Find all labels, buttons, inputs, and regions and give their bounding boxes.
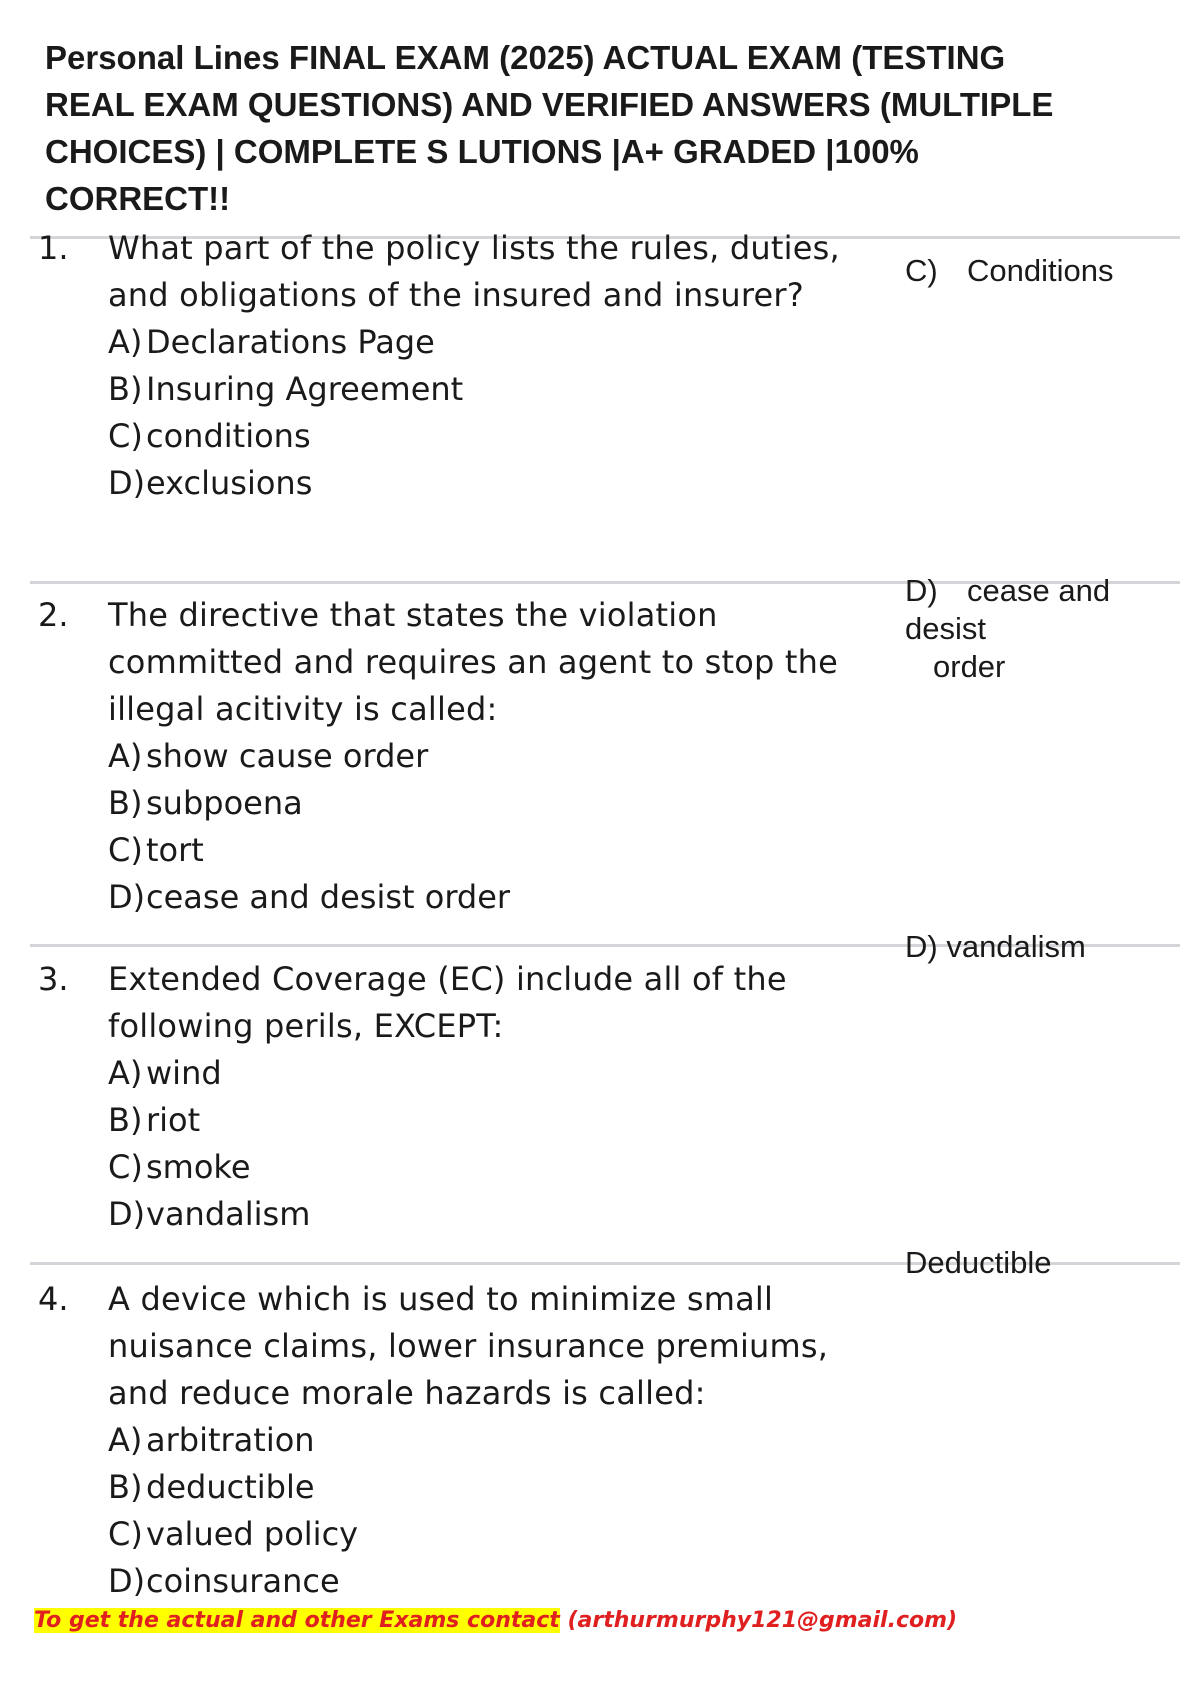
- question-2: [38, 592, 858, 921]
- options-list: [108, 1417, 858, 1605]
- question-text: The directive that states the violation committed and requires an agent to stop the illegal acitivity is called:: [108, 596, 839, 728]
- question-1: [38, 225, 858, 507]
- option-a: A) arbitration: [108, 1421, 315, 1459]
- question-4: [38, 1276, 858, 1605]
- option-a: A) Declarations Page: [108, 323, 435, 361]
- question-number: 2.: [38, 596, 69, 634]
- answer-1: C) Conditions: [905, 253, 1114, 288]
- question-number: 3.: [38, 960, 69, 998]
- option-d: D)exclusions: [108, 464, 313, 502]
- contact-footer: [34, 1606, 957, 1636]
- option-a: A) wind: [108, 1054, 222, 1092]
- option-d: D)coinsurance: [108, 1562, 340, 1600]
- answer-2: D) cease and desist order: [905, 573, 1111, 684]
- option-c: C)conditions: [108, 417, 311, 455]
- option-b: B) subpoena: [108, 784, 303, 822]
- option-d: D)cease and desist order: [108, 878, 511, 916]
- question-number: 4.: [38, 1280, 69, 1318]
- option-c: C)valued policy: [108, 1515, 359, 1553]
- option-b: B) Insuring Agreement: [108, 370, 464, 408]
- question-text: A device which is used to minimize small nuisance claims, lower insurance premiums, and reduce morale hazards is called:: [108, 1280, 829, 1412]
- options-list: [108, 1050, 858, 1238]
- question-3: [38, 956, 858, 1238]
- options-list: [108, 319, 858, 507]
- option-a: A) show cause order: [108, 737, 429, 775]
- contact-email[interactable]: (arthurmurphy121@gmail.com): [567, 1608, 958, 1633]
- option-b: B) riot: [108, 1101, 201, 1139]
- question-text: What part of the policy lists the rules, duties, and obligations of the insured and insurer?: [108, 229, 840, 314]
- answer-4: Deductible: [905, 1245, 1052, 1280]
- option-c: C)tort: [108, 831, 204, 869]
- option-b: B) deductible: [108, 1468, 315, 1506]
- question-number: 1.: [38, 229, 69, 267]
- question-text: Extended Coverage (EC) include all of the following perils, EXCEPT:: [108, 960, 787, 1045]
- document-title: Personal Lines FINAL EXAM (2025) ACTUAL EXAM (TESTING REAL EXAM QUESTIONS) AND VERIFIED ANSWERS (MULTIPLE CHOICES) | COMPLETE S LUTIONS |A+ GRADED |100% CORRECT!!: [45, 39, 1054, 217]
- options-list: [108, 733, 858, 921]
- promo-text: To get the actual and other Exams contact: [34, 1608, 560, 1633]
- option-c: C)smoke: [108, 1148, 251, 1186]
- option-d: D)vandalism: [108, 1195, 311, 1233]
- answer-3: D) vandalism: [905, 929, 1086, 964]
